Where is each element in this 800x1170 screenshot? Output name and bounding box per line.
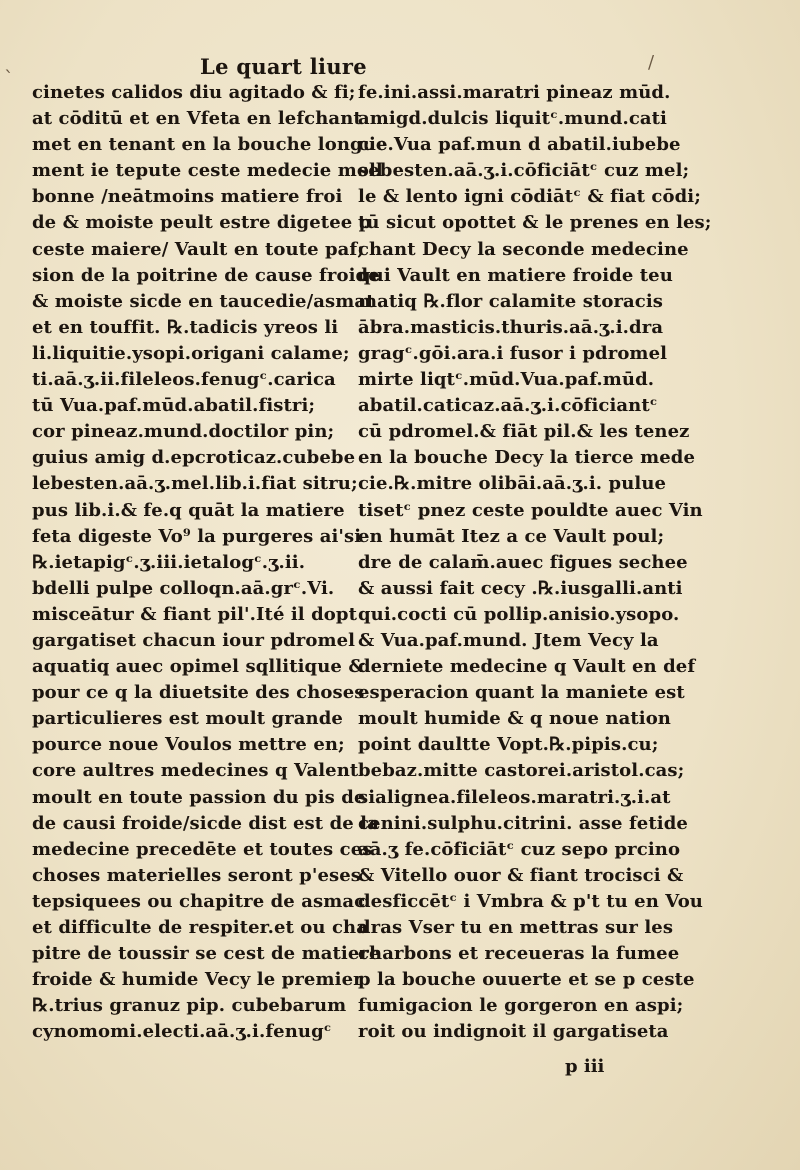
text-line: ℞.ietapigᶜ.ʒ.iii.ietalogᶜ.ʒ.ii.	[32, 551, 306, 573]
text-line: core aultres medecines q Valent	[32, 760, 359, 782]
text-line: fumigacion le gorgeron en aspi;	[358, 995, 684, 1017]
text-line: cie.℞.mitre olibāi.aā.ʒ.i. pulue	[358, 473, 667, 495]
text-line: dras Vser tu en mettras sur les	[358, 917, 674, 938]
text-line: et difficulte de respiter.et ou cha	[32, 917, 368, 938]
running-head: Le quart liure	[200, 54, 367, 79]
text-line: bonne /neātmoins matiere froi	[32, 186, 343, 208]
text-line: p la bouche ouuerte et se p ceste	[358, 969, 695, 991]
text-line: et en touffit. ℞.tadicis yreos li	[32, 316, 339, 338]
text-line: en la bouche Decy la tierce mede	[358, 447, 696, 469]
text-line: le & lento igni cōdiātᶜ & fiat cōdi;	[358, 186, 701, 208]
text-line: qui Vault en matiere froide teu	[358, 264, 673, 286]
text-line: matiq ℞.flor calamite storacis	[358, 290, 664, 312]
text-line: sebesten.aā.ʒ.i.cōficiātᶜ cuz mel;	[358, 160, 690, 182]
text-line: pitre de toussir se cest de matiere	[32, 943, 381, 965]
text-line: choses materielles seront p'eses	[32, 864, 362, 886]
text-line: cynomomi.electi.aā.ʒ.i.fenugᶜ	[32, 1021, 332, 1043]
text-line: aquatiq auec opimel sqllitique &	[32, 656, 365, 678]
text-line: cū pdromel.& fiāt pil.& les tenez	[358, 421, 690, 443]
text-line: charbons et receueras la fumee	[358, 943, 680, 965]
text-line: sion de la poitrine de cause froide	[32, 264, 380, 286]
text-line: cinetes calidos diu agitado & fi;	[32, 82, 356, 103]
text-line: qui.cocti cū pollip.anisio.ysopo.	[358, 603, 680, 625]
text-line: tisetᶜ pnez ceste pouldte auec Vin	[358, 499, 703, 521]
text-line: ābra.masticis.thuris.aā.ʒ.i.dra	[358, 316, 664, 338]
text-line: li.liquitie.ysopi.origani calame;	[32, 342, 350, 364]
text-line: moult en toute passion du pis de	[32, 786, 366, 808]
left-text-column	[32, 80, 388, 1045]
signature-mark: p iii	[565, 1056, 605, 1077]
text-line: cor pineaz.mund.doctilor pin;	[32, 421, 335, 443]
text-line: moult humide & q noue nation	[358, 708, 671, 730]
text-line: lebesten.aā.ʒ.mel.lib.i.fiat sitru;	[32, 473, 358, 495]
text-line: tū Vua.paf.mūd.abatil.fistri;	[32, 395, 316, 417]
text-line: gargatiset chacun iour pdromel	[32, 629, 356, 651]
text-line: esperacion quant la maniete est	[358, 682, 685, 704]
text-line: chant Decy la seconde medecine	[358, 238, 689, 260]
text-line: desficcētᶜ i Vmbra & p't tu en Vou	[358, 890, 703, 912]
text-line: & moiste sicde en taucedie/asmat	[32, 290, 375, 312]
text-line: ℞.trius granuz pip. cubebarum	[32, 995, 347, 1017]
text-line: cie.Vua paf.mun d abatil.iubebe	[358, 134, 681, 156]
text-line: de causi froide/sicde dist est de la	[32, 812, 379, 834]
text-line: bebaz.mitte castorei.aristol.cas;	[358, 760, 685, 782]
text-line: misceātur & fiant pil'.Ité il dopt	[32, 603, 358, 625]
text-line: feta digeste Vo⁹ la purgeres ai'si	[32, 525, 362, 547]
text-line: en humāt Itez a ce Vault poul;	[358, 525, 665, 547]
text-line: ceste maiere/ Vault en toute paf;	[32, 238, 365, 260]
text-line: aā.ʒ fe.cōficiātᶜ cuz sepo prcino	[358, 838, 681, 860]
text-line: tepsiquees ou chapitre de asmac	[32, 890, 366, 912]
text-line: ment ie tepute ceste medecie moll	[32, 160, 383, 182]
text-line: mirte liqtᶜ.mūd.Vua.paf.mūd.	[358, 369, 655, 391]
text-line: point daultte Vopt.℞.pipis.cu;	[358, 734, 659, 756]
text-line: pource noue Voulos mettre en;	[32, 734, 345, 756]
text-line: roit ou indignoit il gargatiseta	[358, 1021, 669, 1043]
right-text-column	[358, 80, 712, 1045]
text-line: cenini.sulphu.citrini. asse fetide	[358, 812, 688, 834]
text-line: derniete medecine q Vault en def	[358, 656, 696, 678]
text-line: sialignea.fileleos.maratri.ʒ.i.at	[358, 786, 671, 808]
text-line: pus lib.i.& fe.q quāt la matiere	[32, 499, 345, 521]
text-line: & aussi fait cecy .℞.iusgalli.anti	[358, 577, 683, 599]
margin-mark: /	[648, 52, 655, 73]
text-line: amigd.dulcis liquitᶜ.mund.cati	[358, 108, 667, 130]
text-line: pour ce q la diuetsite des choses	[32, 682, 365, 704]
text-line: at cōditū et en Vfeta en lefchant	[32, 108, 362, 130]
text-line: de & moiste peult estre digetee p	[32, 212, 372, 234]
text-line: medecine precedēte et toutes ces	[32, 838, 373, 860]
text-line: tū sicut opottet & le prenes en les;	[358, 212, 712, 234]
text-line: particulieres est moult grande	[32, 708, 343, 730]
text-line: gragᶜ.gōi.ara.i fusor i pdromel	[358, 342, 668, 364]
text-line: met en tenant en la bouche longue	[32, 134, 388, 156]
text-line: fe.ini.assi.maratri pineaz mūd.	[358, 82, 671, 103]
text-line: guius amig d.epcroticaz.cubebe	[32, 447, 356, 469]
text-line: & Vitello ouor & fiant trocisci &	[358, 864, 684, 886]
text-line: dre de calam̄.auec figues sechee	[358, 551, 688, 573]
text-line: froide & humide Vecy le premier	[32, 969, 363, 991]
text-line: bdelli pulpe colloqn.aā.grᶜ.Vi.	[32, 577, 335, 599]
margin-mark: `	[4, 66, 14, 90]
text-line: abatil.caticaz.aā.ʒ.i.cōficiantᶜ	[358, 395, 658, 417]
text-line: & Vua.paf.mund. Jtem Vecy la	[358, 629, 659, 651]
text-line: ti.aā.ʒ.ii.fileleos.fenugᶜ.carica	[32, 369, 336, 391]
